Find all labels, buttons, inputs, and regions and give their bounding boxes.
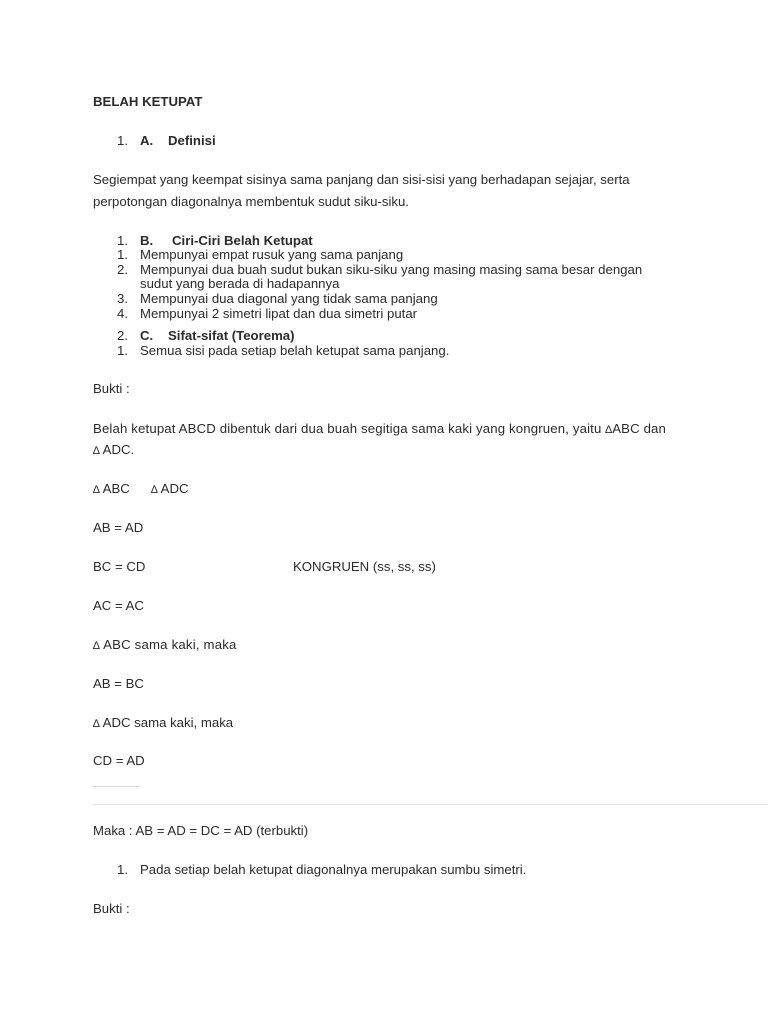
triangle-symbol: ∆ bbox=[93, 484, 100, 496]
section-b-number: 1. bbox=[117, 233, 128, 248]
divider bbox=[93, 786, 139, 787]
adc-sama-kaki: ∆ ADC sama kaki, maka bbox=[93, 715, 234, 730]
triangle-pair: ∆ ADC bbox=[151, 481, 189, 496]
section-a-number: 1. bbox=[117, 133, 128, 148]
triangle-symbol: ∆ bbox=[151, 484, 158, 496]
section-c-letter: C. bbox=[140, 328, 154, 343]
equation: AB = AD bbox=[93, 520, 144, 535]
list-item-number: 1. bbox=[117, 343, 128, 358]
bukti-label: Bukti : bbox=[93, 901, 130, 916]
triangle-symbol: ∆ bbox=[93, 445, 100, 457]
list-item-number: 1. bbox=[117, 862, 128, 877]
list-item: Mempunyai dua diagonal yang tidak sama panjang bbox=[140, 291, 438, 306]
list-item-number: 3. bbox=[117, 291, 128, 306]
proof-line-2: ∆ ADC. bbox=[93, 442, 135, 457]
list-item: Mempunyai empat rusuk yang sama panjang bbox=[140, 247, 404, 262]
section-a-letter: A. bbox=[140, 133, 154, 148]
triangle-pair: ∆ ABC bbox=[93, 481, 130, 496]
list-item: Pada setiap belah ketupat diagonalnya merupakan sumbu simetri. bbox=[140, 862, 527, 877]
conclusion: Maka : AB = AD = DC = AD (terbukti) bbox=[93, 823, 309, 838]
definition-line-2: perpotongan diagonalnya membentuk sudut siku-siku. bbox=[93, 194, 409, 209]
definition-line-1: Segiempat yang keempat sisinya sama panjang dan sisi-sisi yang berhadapan sejajar, serta bbox=[93, 172, 630, 187]
equation: AB = BC bbox=[93, 676, 144, 691]
triangle-symbol: ∆ bbox=[605, 424, 613, 436]
triangle-symbol: ∆ bbox=[93, 640, 100, 652]
list-item-number: 2. bbox=[117, 262, 128, 277]
equation: AC = AC bbox=[93, 598, 144, 613]
equation: CD = AD bbox=[93, 753, 145, 768]
document-title: BELAH KETUPAT bbox=[93, 94, 203, 109]
list-item-number: 1. bbox=[117, 247, 128, 262]
equation: BC = CD bbox=[93, 559, 146, 574]
list-item-number: 4. bbox=[117, 306, 128, 321]
section-a-heading: Definisi bbox=[168, 133, 216, 148]
proof-line-1: Belah ketupat ABCD dibentuk dari dua buah segitiga sama kaki yang kongruen, yaitu ∆ABC dan bbox=[93, 421, 667, 436]
abc-sama-kaki: ∆ ABC sama kaki, maka bbox=[93, 637, 237, 652]
section-b-letter: B. bbox=[140, 233, 154, 248]
list-item: Semua sisi pada setiap belah ketupat sama panjang. bbox=[140, 343, 450, 358]
divider bbox=[93, 804, 768, 805]
section-c-heading: Sifat-sifat (Teorema) bbox=[168, 328, 295, 343]
triangle-symbol: ∆ bbox=[93, 718, 100, 730]
section-c-number: 2. bbox=[117, 328, 128, 343]
kongruen-note: KONGRUEN (ss, ss, ss) bbox=[293, 559, 436, 574]
section-b-heading: Ciri-Ciri Belah Ketupat bbox=[172, 233, 313, 248]
list-item: Mempunyai dua buah sudut bukan siku-siku yang masing masing sama besar dengan bbox=[140, 262, 643, 277]
list-item-continuation: sudut yang berada di hadapannya bbox=[140, 276, 340, 291]
list-item: Mempunyai 2 simetri lipat dan dua simetri putar bbox=[140, 306, 418, 321]
bukti-label: Bukti : bbox=[93, 381, 130, 396]
